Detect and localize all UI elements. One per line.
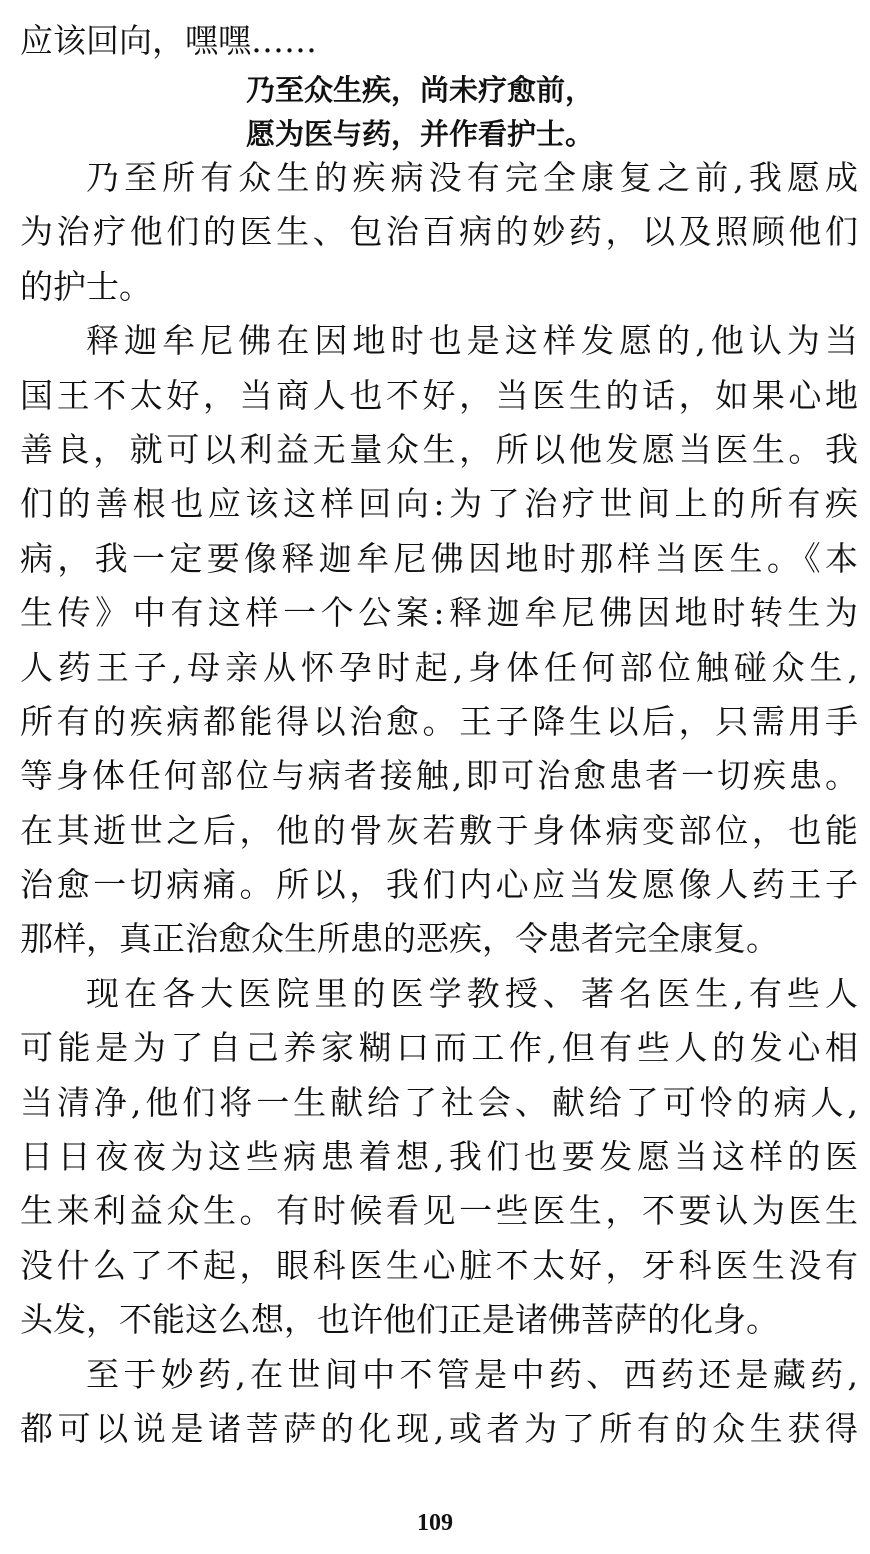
paragraph-line: 人药王子,母亲从怀孕时起,身体任何部位触碰众生, bbox=[20, 647, 858, 687]
paragraph-line: 所有的疾病都能得以治愈。王子降生以后，只需用手 bbox=[20, 701, 858, 741]
verse-block bbox=[246, 68, 594, 156]
verse-line-2: 愿为医与药，并作看护士。 bbox=[246, 117, 595, 151]
paragraph-line: 至于妙药,在世间中不管是中药、西药还是藏药, bbox=[86, 1354, 858, 1394]
paragraph-line: 在其逝世之后，他的骨灰若敷于身体病变部位，也能 bbox=[20, 810, 858, 850]
main-text bbox=[20, 152, 858, 1457]
paragraph-line: 乃至所有众生的疾病没有完全康复之前,我愿成 bbox=[86, 158, 858, 197]
paragraph-line: 日日夜夜为这些病患着想,我们也要发愿当这样的医 bbox=[20, 1137, 858, 1177]
paragraph-line: 治愈一切病痛。所以，我们内心应当发愿像人药王子 bbox=[20, 865, 858, 905]
paragraph-line: 为治疗他们的医生、包治百病的妙药，以及照顾他们 bbox=[20, 212, 858, 252]
paragraph-line: 生来利益众生。有时候看见一些医生，不要认为医生 bbox=[20, 1191, 858, 1231]
opening-text bbox=[20, 14, 858, 68]
paragraph-line: 的护士。 bbox=[20, 266, 152, 306]
paragraph-line: 等身体任何部位与病者接触,即可治愈患者一切疾患。 bbox=[20, 756, 858, 796]
paragraph-3 bbox=[20, 968, 858, 1349]
paragraph-1 bbox=[20, 152, 858, 315]
paragraph-line: 现在各大医院里的医学教授、著名医生,有些人 bbox=[86, 973, 858, 1013]
page-number: 109 bbox=[417, 1510, 453, 1536]
paragraph-line: 国王不太好，当商人也不好，当医生的话，如果心地 bbox=[20, 375, 858, 415]
paragraph-line: 生传》中有这样一个公案:释迦牟尼佛因地时转生为 bbox=[20, 593, 858, 633]
verse-line-1: 乃至众生疾，尚未疗愈前， bbox=[246, 73, 595, 107]
paragraph-line: 头发，不能这么想，也许他们正是诸佛菩萨的化身。 bbox=[20, 1300, 779, 1340]
paragraph-line: 病，我一定要像释迦牟尼佛因地时那样当医生。《本 bbox=[20, 538, 858, 578]
paragraph-line: 那样，真正治愈众生所患的恶疾，令患者完全康复。 bbox=[20, 919, 779, 959]
paragraph-line: 当清净,他们将一生献给了社会、献给了可怜的病人, bbox=[20, 1082, 858, 1122]
paragraph-line: 可能是为了自己养家糊口而工作,但有些人的发心相 bbox=[20, 1028, 858, 1068]
paragraph-line: 们的善根也应该这样回向:为了治疗世间上的所有疾 bbox=[20, 484, 858, 524]
paragraph-line: 释迦牟尼佛在因地时也是这样发愿的,他认为当 bbox=[86, 321, 858, 361]
paragraph-line: 善良，就可以利益无量众生，所以他发愿当医生。我 bbox=[20, 429, 858, 469]
paragraph-line: 没什么了不起，眼科医生心脏不太好，牙科医生没有 bbox=[20, 1245, 858, 1285]
paragraph-2 bbox=[20, 315, 858, 968]
paragraph-line: 都可以说是诸菩萨的化现,或者为了所有的众生获得 bbox=[20, 1408, 858, 1448]
paragraph-4 bbox=[20, 1349, 858, 1458]
opening-line: 应该回向，嘿嘿…… bbox=[20, 21, 317, 60]
